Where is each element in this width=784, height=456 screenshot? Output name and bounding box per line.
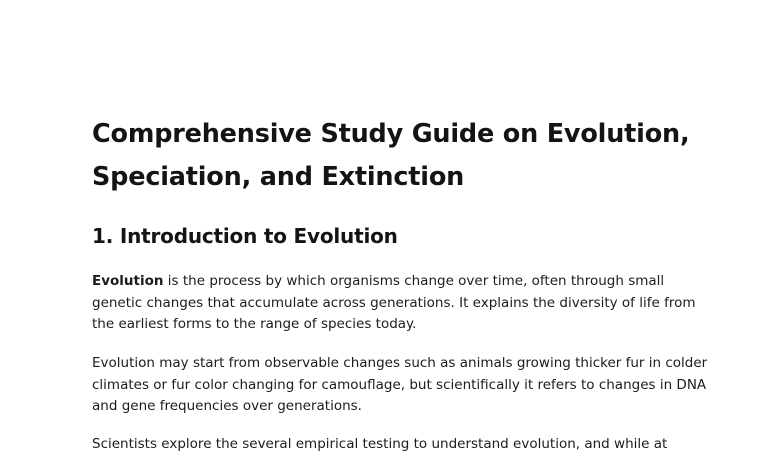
paragraph-line: [92, 271, 712, 293]
title-line-1: Comprehensive Study Guide on Evolution,: [92, 119, 690, 149]
paragraph-line: the earliest forms to the range of species today.: [92, 316, 417, 332]
paragraph-line: Evolution may start from observable changes such as animals growing thicker fur in colder: [92, 355, 708, 371]
paragraph-evolution-observable: [92, 353, 712, 418]
section-heading-introduction: 1. Introduction to Evolution: [92, 224, 398, 248]
paragraph-line: and gene frequencies over generations.: [92, 398, 362, 414]
term-evolution: Evolution: [92, 273, 164, 289]
document-title: [92, 113, 732, 199]
paragraph-evolution-testing: [92, 434, 712, 456]
paragraph-evolution-definition: [92, 271, 712, 336]
paragraph-text: is the process by which organisms change over time, often through small: [163, 273, 665, 289]
paragraph-line: genetic changes that accumulate across generations. It explains the diversity of life from: [92, 294, 696, 311]
paragraph-line: Scientists explore the several empirical testing to understand evolution, and while at: [92, 436, 668, 452]
title-line-2: Speciation, and Extinction: [92, 162, 465, 192]
paragraph-line: climates or fur color changing for camouflage, but scientifically it refers to changes in DNA: [92, 376, 707, 393]
